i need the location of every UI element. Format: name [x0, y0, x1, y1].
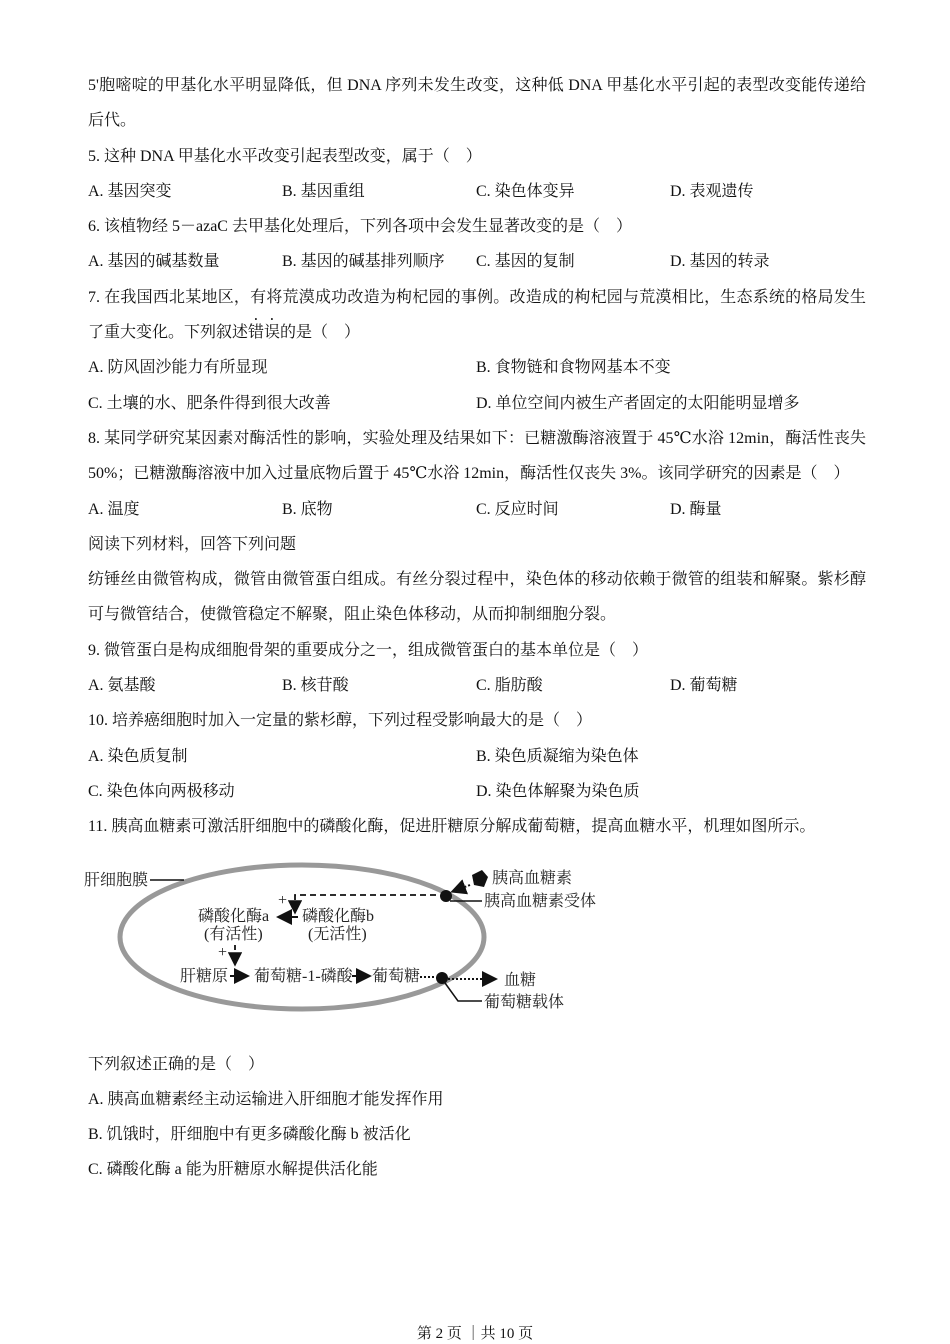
carrier-icon: [436, 972, 448, 984]
q5-option-b: B. 基因重组: [282, 182, 365, 200]
reading-intro: 阅读下列材料，回答下列问题: [88, 535, 297, 553]
q11-option-b: B. 饥饿时，肝细胞中有更多磷酸化酶 b 被活化: [88, 1126, 411, 1144]
q7-option-d: D. 单位空间内被生产者固定的太阳能明显增多: [476, 394, 800, 412]
q10-option-b: B. 染色质凝缩为染色体: [476, 747, 639, 765]
q5-option-a: A. 基因突变: [88, 182, 172, 200]
q7-option-c: C. 土壤的水、肥条件得到很大改善: [88, 394, 331, 412]
label-enzyme-a: 磷酸化酶a: [198, 907, 270, 925]
glucagon-mechanism-diagram: [80, 849, 640, 1029]
reading-material: 纺锤丝由微管构成，微管由微管蛋白组成。有丝分裂过程中，染色体的移动依赖于微管的组装和解聚。紫杉醇可与微管结合，使微管稳定不解聚，阻止染色体移动，从而抑制细胞分裂。: [88, 571, 866, 624]
q7-option-b: B. 食物链和食物网基本不变: [476, 359, 671, 377]
q8-options: [88, 492, 866, 527]
q5-stem: 5. 这种 DNA 甲基化水平改变引起表型改变，属于（ ）: [88, 147, 482, 165]
q9-options: [88, 668, 866, 703]
q6-option-b: B. 基因的碱基排列顺序: [282, 253, 445, 271]
q8-stem: 8. 某同学研究某因素对酶活性的影响，实验处理及结果如下：已糖激酶溶液置于 45℃水浴 12min，酶活性丧失 50%；已糖激酶溶液中加入过量底物后置于 45℃水浴 12min，酶活性仅丧失 3%。该同学研究的因素是（ ）: [88, 429, 866, 483]
label-glucagon: 胰高血糖素: [492, 869, 573, 887]
q5-option-c: C. 染色体变异: [476, 182, 575, 200]
label-enzyme-b-state: (无活性): [308, 925, 367, 943]
q8-option-b: B. 底物: [282, 500, 333, 518]
q7-options-row2: [88, 386, 866, 421]
glucagon-arrow: [454, 885, 470, 891]
label-membrane: 肝细胞膜: [84, 871, 149, 889]
receptor-icon: [440, 890, 452, 902]
label-glycogen: 肝糖原: [180, 967, 229, 985]
page-content: [84, 68, 866, 1188]
q11-option-c: C. 磷酸化酶 a 能为肝糖原水解提供活化能: [88, 1161, 378, 1179]
label-blood-glucose: 血糖: [504, 971, 537, 989]
q10-options-row1: [88, 739, 866, 774]
q7-stem: [88, 280, 866, 351]
label-enzyme-b: 磷酸化酶b: [302, 907, 375, 925]
page-footer: 第 2 页 ｜共 10 页: [416, 1326, 534, 1342]
q5-options: [88, 174, 866, 209]
carrier-pointer: [445, 983, 482, 1001]
q6-options: [88, 244, 866, 279]
q7-options-row1: [88, 350, 866, 385]
q7-stem-b: 的是（ ）: [280, 324, 361, 342]
label-glucose: 葡萄糖: [372, 967, 421, 985]
q8-option-c: C. 反应时间: [476, 500, 559, 518]
q6-option-c: C. 基因的复制: [476, 253, 575, 271]
q6-stem: 6. 该植物经 5－azaC 去甲基化处理后，下列各项中会发生显著改变的是（ ）: [88, 218, 632, 236]
plus-sign-1: +: [278, 891, 288, 909]
label-carrier: 葡萄糖载体: [484, 993, 565, 1011]
q6-option-a: A. 基因的碱基数量: [88, 253, 220, 271]
intro-text: 5'胞嘧啶的甲基化水平明显降低，但 DNA 序列未发生改变，这种低 DNA 甲基化水平引起的表型改变能传递给后代。: [88, 77, 866, 130]
label-receptor: 胰高血糖素受体: [484, 892, 597, 910]
q9-option-b: B. 核苷酸: [282, 677, 349, 695]
q8-option-d: D. 酶量: [670, 500, 722, 518]
label-g1p: 葡萄糖-1-磷酸: [254, 967, 353, 985]
q7-option-a: A. 防风固沙能力有所显现: [88, 359, 268, 377]
plus-sign-2: +: [218, 943, 228, 961]
q10-stem: 10. 培养癌细胞时加入一定量的紫杉醇，下列过程受影响最大的是（ ）: [88, 712, 593, 730]
q7-stem-a: 7. 在我国西北某地区，有将荒漠成功改造为枸杞园的事例。改造成的枸杞园与荒漠相比，生态系统的格局发生了重大变化。下列叙述: [88, 288, 866, 342]
cell-membrane-ellipse: [120, 865, 484, 1009]
q9-stem: 9. 微管蛋白是构成细胞骨架的重要成分之一，组成微管蛋白的基本单位是（ ）: [88, 641, 649, 659]
q10-option-a: A. 染色质复制: [88, 747, 188, 765]
q7-emphasis: 错误: [248, 324, 281, 342]
glucagon-icon: [472, 870, 488, 887]
q8-option-a: A. 温度: [88, 500, 140, 518]
q9-option-d: D. 葡萄糖: [670, 677, 738, 695]
label-enzyme-a-state: (有活性): [204, 925, 263, 943]
q11-stem: 11. 胰高血糖素可激活肝细胞中的磷酸化酶，促进肝糖原分解成葡萄糖，提高血糖水平，机理如图所示。: [88, 818, 816, 836]
q9-option-c: C. 脂肪酸: [476, 677, 543, 695]
q6-option-d: D. 基因的转录: [670, 253, 770, 271]
q11-option-a: A. 胰高血糖素经主动运输进入肝细胞才能发挥作用: [88, 1090, 444, 1108]
q11-question: 下列叙述正确的是（ ）: [88, 1055, 265, 1073]
q10-options-row2: [88, 774, 866, 809]
q10-option-c: C. 染色体向两极移动: [88, 782, 235, 800]
q5-option-d: D. 表观遗传: [670, 182, 754, 200]
q9-option-a: A. 氨基酸: [88, 677, 156, 695]
q10-option-d: D. 染色体解聚为染色质: [476, 782, 640, 800]
